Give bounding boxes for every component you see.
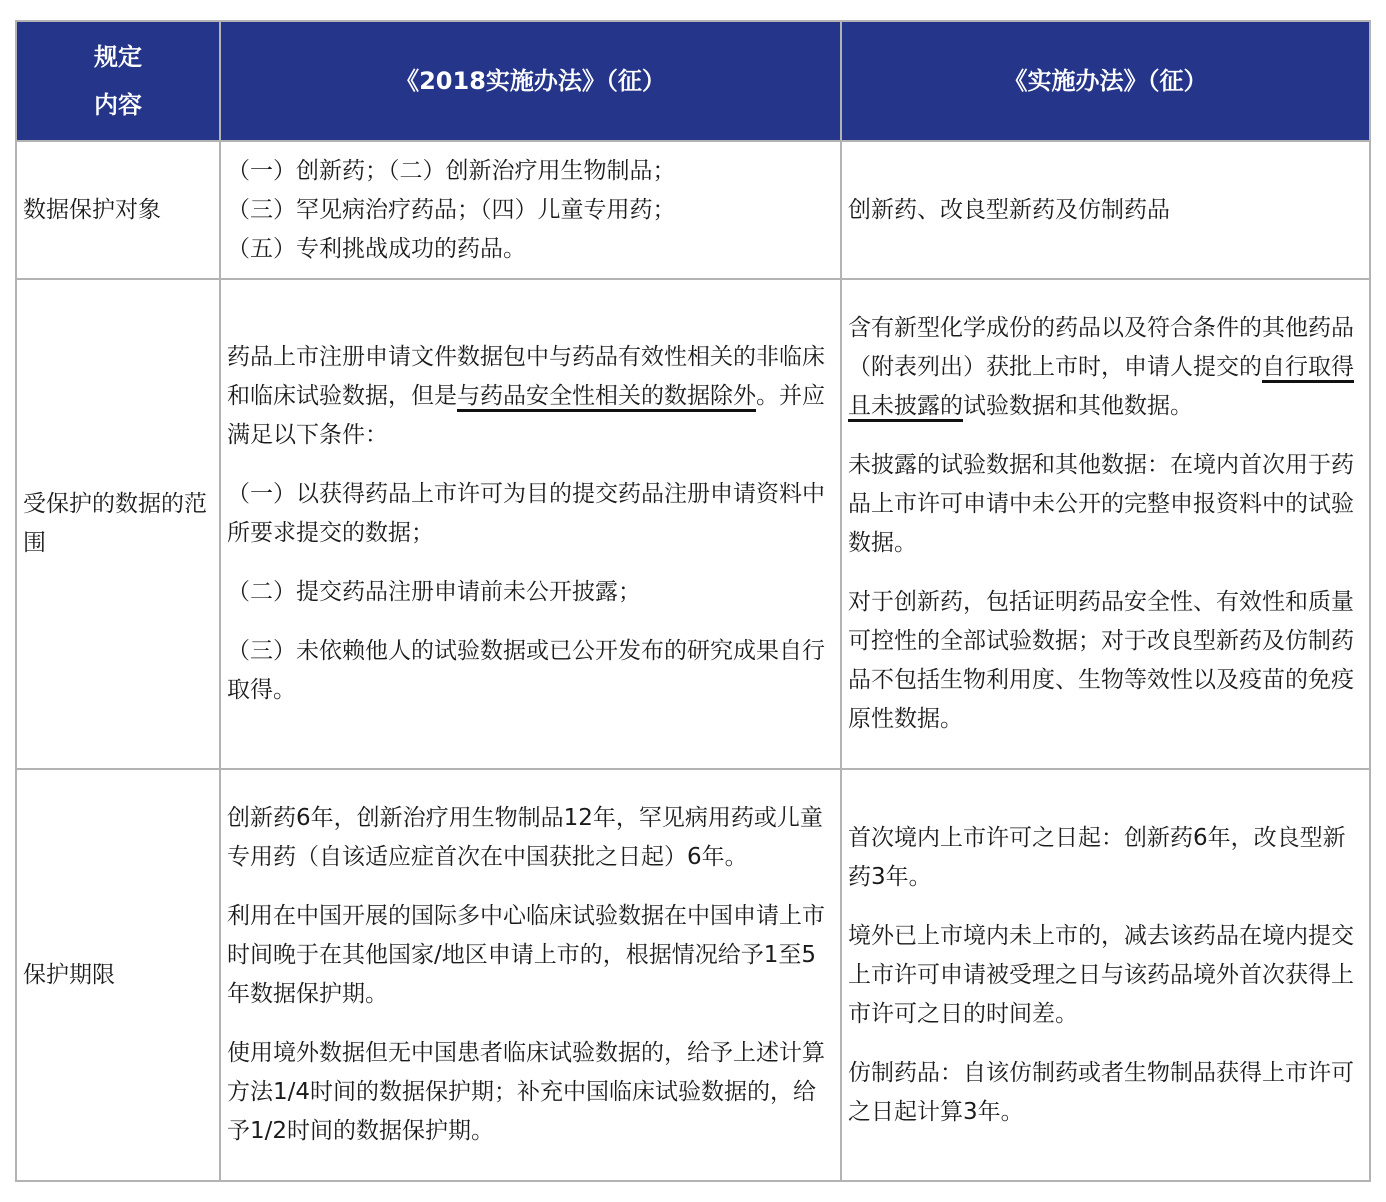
cell-current bbox=[841, 279, 1370, 769]
cell-2018 bbox=[220, 769, 841, 1181]
cell-paragraph: （一）以获得药品上市许可为目的提交药品注册申请资料中所要求提交的数据； bbox=[227, 481, 825, 546]
row-label: 受保护的数据的范围 bbox=[16, 279, 220, 769]
cell-paragraph: 使用境外数据但无中国患者临床试验数据的，给予上述计算方法1/4时间的数据保护期；补充中国临床试验数据的，给予1/2时间的数据保护期。 bbox=[227, 1040, 825, 1144]
row-label: 数据保护对象 bbox=[16, 141, 220, 279]
header-row bbox=[16, 21, 1370, 141]
cell-2018 bbox=[220, 141, 841, 279]
underlined-text: 与药品安全性相关的数据除外 bbox=[457, 383, 756, 412]
cell-paragraph: 首次境内上市许可之日起：创新药6年，改良型新药3年。 bbox=[848, 824, 1346, 890]
header-col-content bbox=[16, 21, 220, 141]
table-row-data-scope bbox=[16, 279, 1370, 769]
header-col-measures: 《实施办法》（征） bbox=[841, 21, 1370, 141]
header-col-2018-measures: 《2018实施办法》（征） bbox=[220, 21, 841, 141]
cell-2018 bbox=[220, 279, 841, 769]
text-run: 药品上市注册申请文件数据包中与药品有效性相关的非临床和临床试验数据，但是 bbox=[227, 344, 825, 409]
header-col-content-line1: 规定 bbox=[94, 43, 142, 71]
cell-line: （五）专利挑战成功的药品。 bbox=[227, 235, 526, 262]
cell-line: （三）罕见病治疗药品；（四）儿童专用药； bbox=[227, 196, 676, 223]
text-run: 试验数据和其他数据。 bbox=[963, 393, 1193, 419]
header-col-content-line2: 内容 bbox=[94, 91, 142, 119]
text-run: 。并应满足以下条件： bbox=[227, 383, 825, 448]
table-row-protection-object bbox=[16, 141, 1370, 279]
cell-paragraph: 利用在中国开展的国际多中心临床试验数据在中国申请上市时间晚于在其他国家/地区申请上市的，根据情况给予1至5年数据保护期。 bbox=[227, 903, 825, 1007]
cell-paragraph bbox=[848, 309, 1363, 426]
underlined-text: 自行取得且未披露的 bbox=[848, 354, 1354, 422]
comparison-table bbox=[15, 20, 1371, 1182]
comparison-table-wrapper bbox=[15, 20, 1371, 1182]
cell-line: （一）创新药；（二）创新治疗用生物制品； bbox=[227, 157, 676, 184]
cell-paragraph: 未披露的试验数据和其他数据：在境内首次用于药品上市许可申请中未公开的完整申报资料中的试验数据。 bbox=[848, 452, 1354, 556]
cell-paragraph: （三）未依赖他人的试验数据或已公开发布的研究成果自行取得。 bbox=[227, 638, 825, 703]
cell-paragraph: 创新药6年，创新治疗用生物制品12年，罕见病用药或儿童专用药（自该适应症首次在中国获批之日起）6年。 bbox=[227, 805, 823, 870]
cell-paragraph: （二）提交药品注册申请前未公开披露； bbox=[227, 579, 641, 605]
text-run: 含有新型化学成份的药品以及符合条件的其他药品（附表列出）获批上市时，申请人提交的 bbox=[848, 315, 1354, 380]
cell-paragraph: 对于创新药，包括证明药品安全性、有效性和质量可控性的全部试验数据；对于改良型新药及仿制药品不包括生物利用度、生物等效性以及疫苗的免疫原性数据。 bbox=[848, 589, 1354, 732]
cell-paragraph bbox=[227, 338, 834, 455]
cell-current: 创新药、改良型新药及仿制药品 bbox=[841, 141, 1370, 279]
row-label: 保护期限 bbox=[16, 769, 220, 1181]
cell-current bbox=[841, 769, 1370, 1181]
cell-paragraph: 仿制药品：自该仿制药或者生物制品获得上市许可之日起计算3年。 bbox=[848, 1059, 1354, 1125]
cell-paragraph: 境外已上市境内未上市的，减去该药品在境内提交上市许可申请被受理之日与该药品境外首次获得上市许可之日的时间差。 bbox=[848, 922, 1354, 1027]
table-row-protection-period bbox=[16, 769, 1370, 1181]
